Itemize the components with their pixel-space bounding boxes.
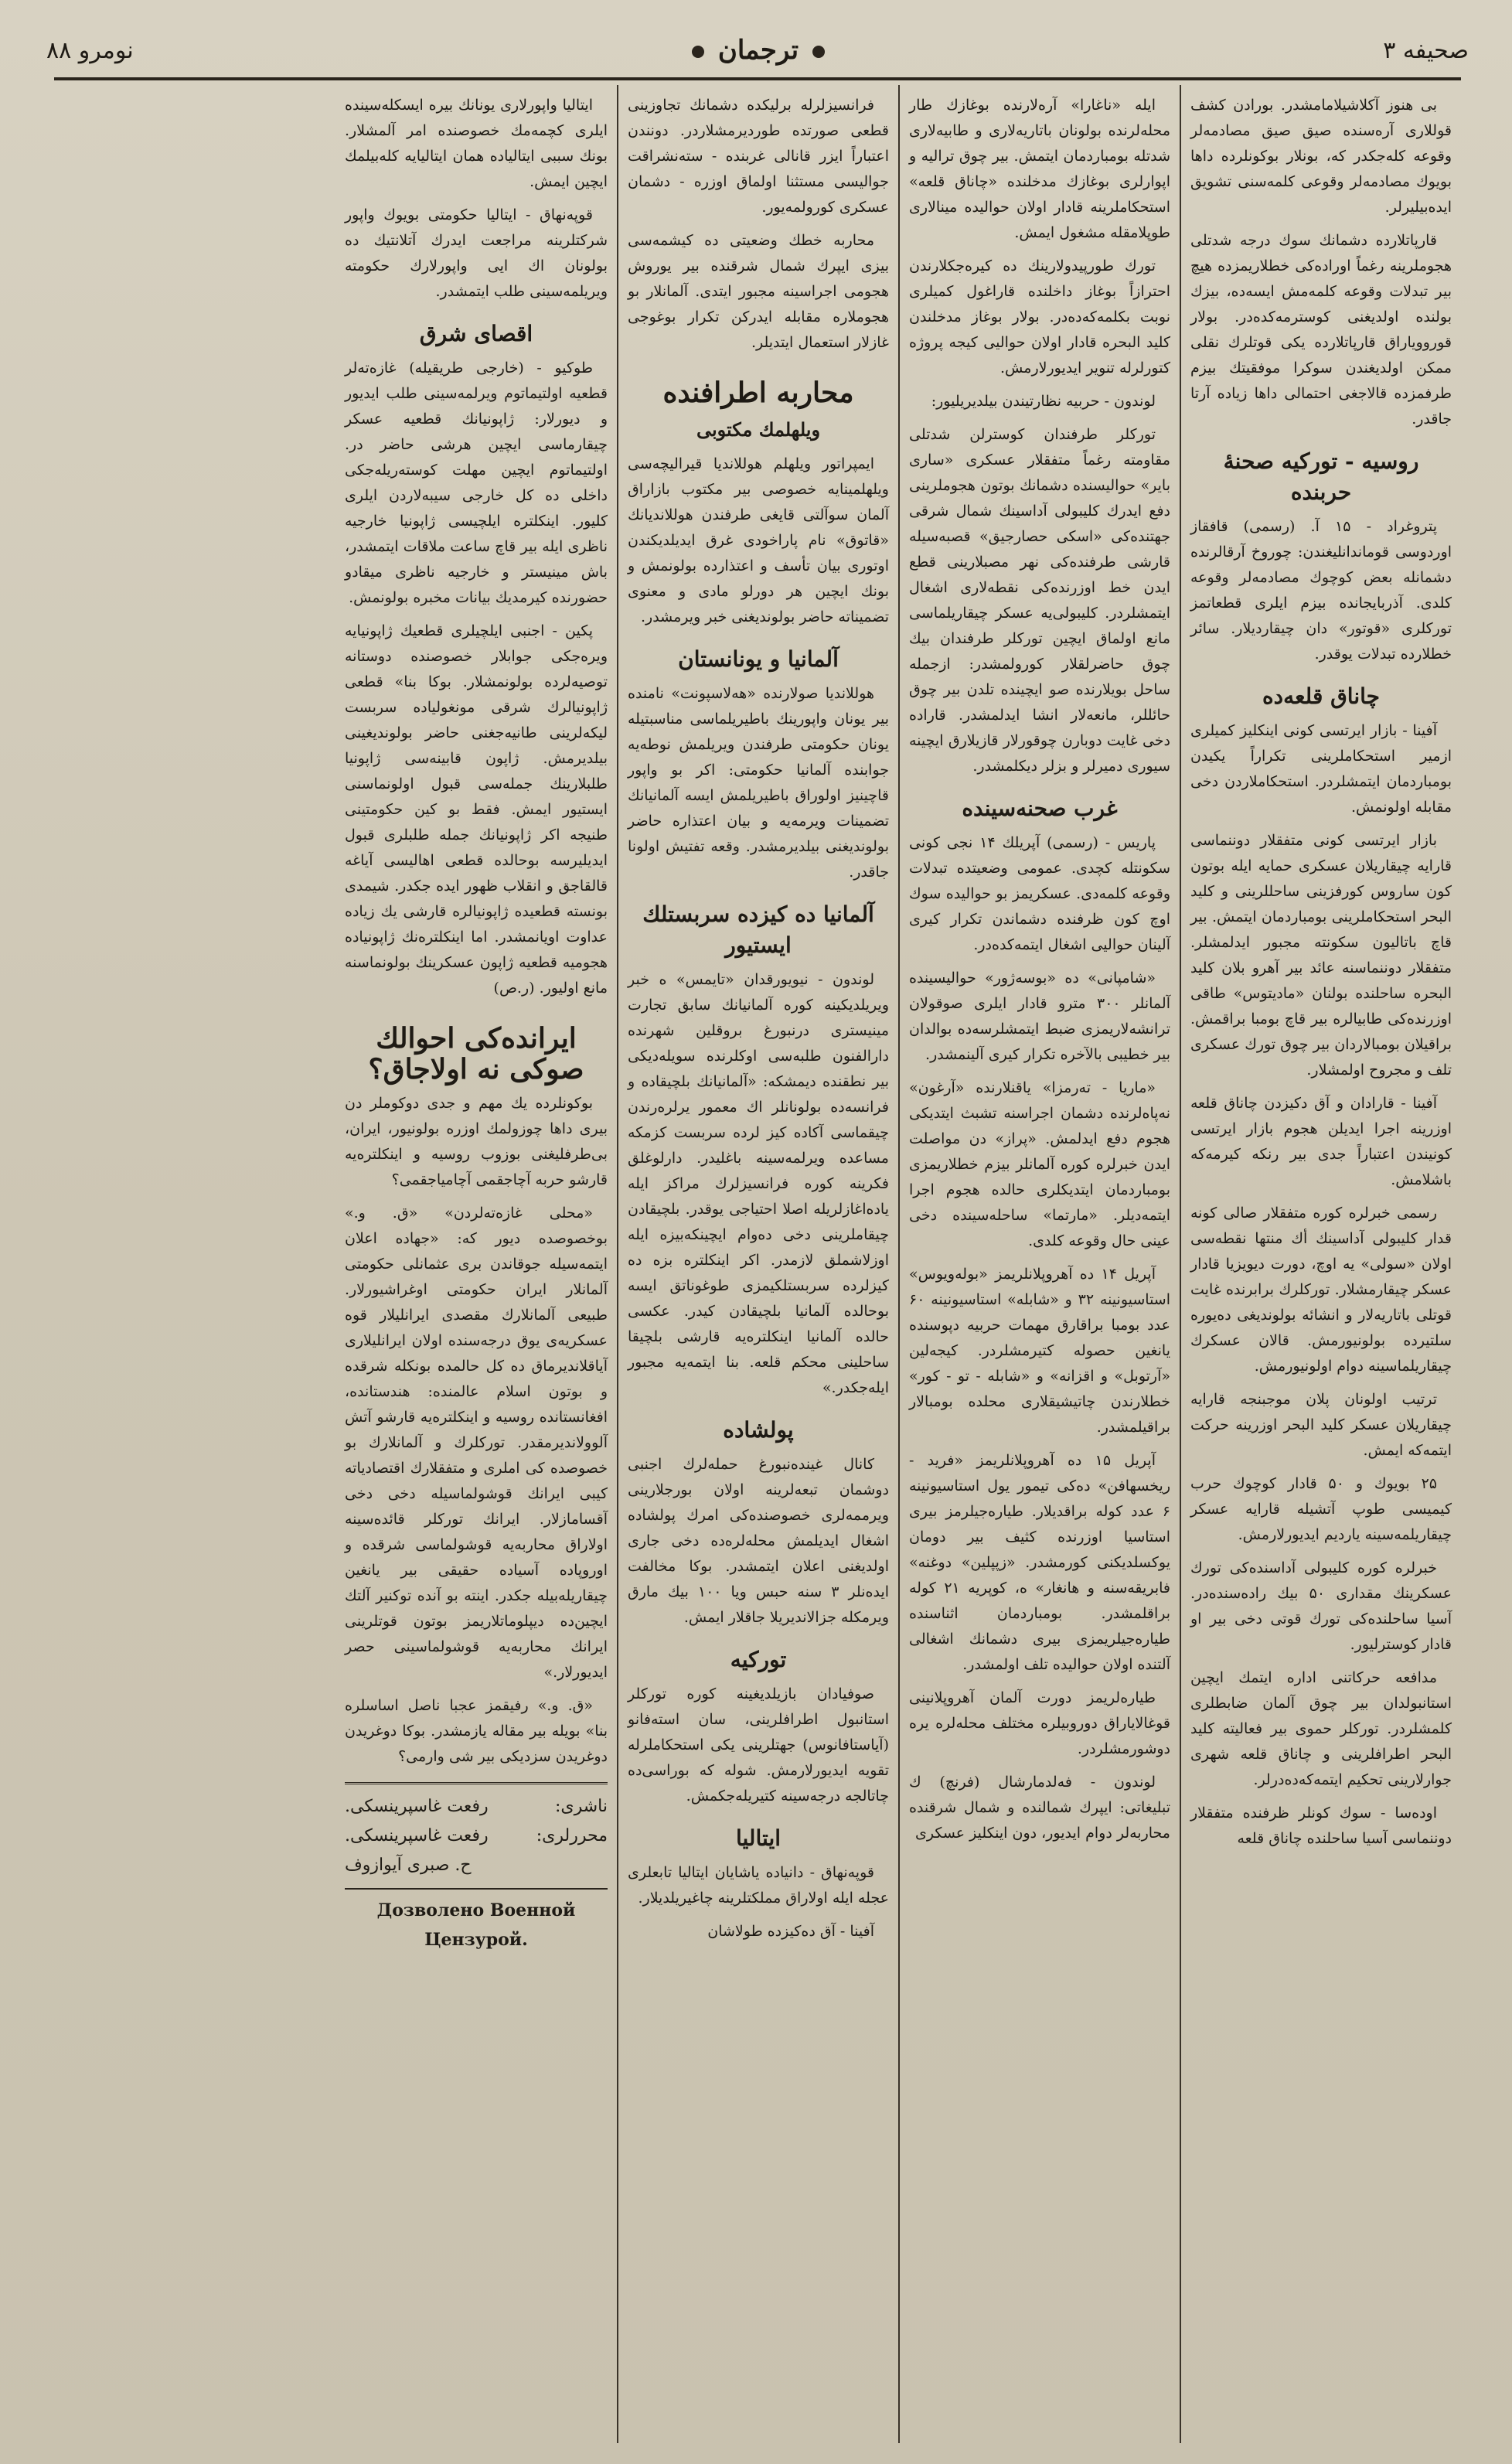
article-paragraph: ترتیب اولونان پلان موجبنجه قارایه چیقاریلان عسکر کلید البحر اوزرینه حرکت ایتمه‌که ایمش. — [1190, 1391, 1452, 1459]
columns — [54, 85, 1461, 2443]
article-paragraph: طیاره‌لریمز دورت آلمان آهروپلانینی قوغالایاراق دوروبیلره مختلف محله‌لره یره دوشورمشلردر. — [909, 1689, 1170, 1757]
article-paragraph: بی هنوز آکلاشیلامامشدر. بورادن کشف قوللاری آره‌سنده صیق صیق مصادمه‌لر وقوعه کله‌جکدر که، بونلار بوکونلرده داها بویوك مصادمه‌لر وقوعی کلمه‌سنی تشویق ایده‌بیلیرلر. — [1190, 97, 1452, 216]
section-heading: آلمانیا ده کیزده سربستلك ایستیور — [642, 901, 874, 958]
section-heading: غرب صحنه‌سینده — [962, 796, 1118, 821]
imprint-box — [345, 1782, 608, 1955]
editor-2: ح. صبری آیوازوف — [345, 1856, 472, 1875]
masthead-rule — [54, 77, 1461, 80]
article-paragraph: آپریل ۱۵ ده آهروپلانلریمز «فرید - ریخسهافن» ده‌کی تیمور یول استاسیونینه ۶ عدد کوله براقدیلار. طیاره‌جیلرمز بیری استاسیا اوزرنده کثیف بیر دومان یوکسلدیکنی کورمشدر. «زپپلین» دوغنه» فابریقه‌سنه و هانغار» ه، کوپریه ۲۱ کوله براقلمشدر. بومباردمان اثناسنده طیاره‌جیلریمزی بیری دشمانك اشغالی آلتنده اولان حوالیده تلف اولمشدر. — [909, 1452, 1170, 1673]
article-paragraph: محاربه خطك وضعیتی ده کیشمه‌سی بیزی ایپرك شمال شرقنده بیر یوروش هجومی اجراسینه مجبور ایتدی. آلمانلار بو هجوملاره مقابله ایدرکن تکرار بوغوجی غازلار استعمال ایتدیلر. — [628, 232, 889, 351]
article-paragraph: «محلی غازه‌ته‌لردن» «ق. و.» بوخصوصده دیور که: «جهاده اعلان ایتمه‌سیله جوقاندن بری عثمانلی حکومتی آلمانلار ایران حکومتی اوغراشیورلار. طبیعی آلمانلارك مقصدی ایرانلیلار قوه عسکریه‌ی یوق درجه‌سنده اولان ایرانلیلاری آیاقلاندیرماق ده کل حالمده بونکله شرقده و بوتون اسلام عالمنده: هندستانده، افغانستانده روسیه و اینکلتره‌یه قارشو آتش آلوولاندیرمقدر. تورکلرك و آلمانلارك بو خصوصده کی املری و متفقلارك اقتصادیاته کیبی ایرانك قوشولماسیله دخی دخی آقسامازلار. ایرانك تورکلر قائده‌سینه اولاراق محاربه‌یه قوشولماسی شرقده و اوروپاده آسیاده حقیقی بیر یانغین چیقاریله‌بیله جکدر. اینته بو آنده توکنیر آلتك ایچین‌ده دیپلوماتلاریمز بوتون قوتلرینی ایرانك محاربه‌یه قوشولماسینی حصر ایدیورلار.» — [345, 1205, 608, 1681]
article-paragraph: تورك طورپیدولارینك ده کیره‌جکلارندن احترازاً بوغاز داخلنده قاراغول کمیلری نوبت بکلمه‌که‌ده‌در. بولار بوغاز مدخلندن کلید البحره قادار اولان حوالیی کیجه پروژه کتورلرله تنویر ایدیورلارمش. — [909, 257, 1170, 377]
censor-note: Дозволено Военной Цензурой. — [345, 1888, 608, 1955]
article-paragraph: «ماریا - ته‌رمزا» یاقنلارنده «آرغون» نه‌پاه‌لرنده دشمان اجراسنه تشبث ایتدیکی هجوم دفع ایدلمش. «پراز» دن مواصلت ایدن خبرلره کوره آلمانلر بیزم خطلاریمزی بومباردمان ایتدیکلری حالده هجوم اجرا ایتمه‌دیلر. «مارتما» ساحله‌سینده دخی عینی حال وقوعه کلدی. — [909, 1079, 1170, 1249]
ornament-icon — [692, 46, 704, 58]
section-heading: چاناق قلعه‌ده — [1262, 683, 1380, 709]
column-1 — [1180, 85, 1461, 2443]
article-paragraph: ایله «ناغارا» آره‌لارنده بوغازك طار محله‌لرنده بولونان باتاریه‌لاری و طابیه‌لاری شدتله بومباردمان ایتمش. بیر چوق ترالیه و اپوارلری بوغازك مدخلنده «چاناق قلعه» استحکاملرینه قادار اولان حوالیده مینالاری طوپلامقله مشغول ایمش. — [909, 97, 1170, 241]
article-paragraph: ۲۵ بویوك و ۵۰ قادار کوچوك حرب کیمیسی طوپ آتشیله قارایه عسکر چیقاریلمه‌سینه یاردیم ایدیورلارمش. — [1190, 1475, 1452, 1543]
editors-row — [345, 1822, 608, 1851]
column-4 — [335, 85, 617, 2443]
article-paragraph: مدافعه حرکاتنی اداره ایتمك ایچین استانبولدان بیر چوق آلمان ضابطلری کلمشلردر. تورکلر حموی بیر فعالیته کلید البحر اطرافلرینی و چاناق قلعه شهری جوارلارینی تحکیم ایتمه‌که‌ده‌درلر. — [1190, 1669, 1452, 1788]
section-heading: ایتالیا — [735, 1825, 782, 1851]
article-paragraph: قارپاتلارده دشمانك سوك درجه شدتلی هجوملرینه رغماً اوراده‌کی خطلاریمزده هیچ بیر تبدلات وقوعه کلمه‌مش ایسه‌ده، بیزك بولنده اولدیغنی کوسترمه‌کده‌در. بولار قوروویاراق قارپاتلارده یکی قوتلرك نقلی ممکن اولدیغندن سوکرا موفقیتك بیزم طرفمزده قالاجغی احتمالی داها زیاده آرتا جاقدر. — [1190, 232, 1452, 428]
article-paragraph: قوپه‌نهاق - دانیاده یاشایان ایتالیا تابعلری عجله ایله اولاراق مملکتلرینه چاغیریلدیلار. — [628, 1864, 889, 1907]
article-paragraph: اوده‌سا - سوك کونلر ظرفنده متفقلار دوننماسی آسیا ساحلنده چاناق قلعه — [1190, 1805, 1452, 1847]
article-paragraph: آپریل ۱۴ ده آهروپلانلریمز «بوله‌ویوس» استاسیونینه ۳۲ و «شابله» استاسیونینه ۶۰ عدد بومبا براقارق مهمات حربیه دپوسنده یانغین حصوله کتیرمشلردر. کیجه‌لین «آرتوبل» و اقزانه» و «شابله - تو - کور» خطلارندن چاتیشیقلاری محلده بومبالار براقیلمشدر. — [909, 1266, 1171, 1436]
section-heading: روسیه - تورکیه صحنهٔ حربنده — [1223, 448, 1419, 505]
article-paragraph: کانال غینده‌نبورغ حملەلرك اجنبی دوشمان تبعه‌لرینه اولان بورجلارینی ویرممه‌لری خصوصنده‌کی امرك پولشاده اشغال ایدیلمش محله‌لره‌ده دخی جاری اولدیغنی اعلان ایتمشدر. بوکا مخالفت ایده‌نلر ۳ سنه حبس ویا ۱۰۰ بیك مارق ویرمکله جزالاندیریلا جاقلار ایمش. — [628, 1456, 890, 1626]
article-paragraph: تورکلر طرفندان کوسترلن شدتلی مقاومته رغماً متفقلار عسکری «ساری بایر» حوالیسنده دشمانك بوتون هجوملرینی دفع ایدرك کلیبولی آداسینك شمال شرقی جهتنده‌کی «اسکی حصارجیق» قصبه‌سیله قارشی طرفنده‌کی نهر مصبلارینی قطع ایدن خط اوزرنده‌کی نقطه‌لاری اشغال ایتمشلردر. کلیبولی‌یه عسکر چیقاریلماسی مانع اولماق ایچین تورکلر طرفندان بیك چوق حاضرلقلار کورولمشدر: ازجمله ساحل بویلارنده صو ایچینده تلدن بیر چوق حائللر، مانعه‌لار انشا ایدلمشدر. قاراده دخی غایت دوبارن چوقورلار قازیلارق ایچینه سیوری دمیرلر و بزلر دیکلمشدر. — [909, 426, 1170, 775]
article-paragraph: آفینا - قارادان و آق دکیزدن چاناق قلعه اوزرینه اجرا ایدیلن هجوم بازار ایرتسی کونیندن اعتباراً جدی بیر رنکه کیرمه‌که باشلامش. — [1190, 1095, 1452, 1188]
article-paragraph: «ق. و.» رفیقمز عجبا ناصل اساسلره بنا» بویله بیر مقاله یازمشدر. بوکا دوغریدن دوغریدن سزدیکی بیر شی وارمی؟ — [345, 1697, 608, 1765]
masthead — [46, 23, 1469, 77]
article-paragraph: پکین - اجنبی ایلچیلری قطعیك ژاپونیایه ویره‌جکی جوابلار خصوصنده دوستانه توصیه‌لرده بولونمشلار. بوکا بنا» قطعی ژاپونیالرك شرقی مونغولیاده سربست لیکه‌لرینی طانیه‌جغنی حاضر بولوندیغینی بیلدیرمش. ژاپون قابینه‌سی ژاپونیا طلبلارینك جمله‌سی قبول اولونماسنی ایستیور ایمش. فقط بو کین حکومتینی طنیجه اکر ژاپونیانك جمله طلبلری قبول ایدیلیرسه بوحالده قطعی اهالیسی آیاغه قالقاجق و انقلاب ظهور ایده جکدر. شیمدی بونسته قطعیده ژاپونیالره قارشی یك زیاده عداوت اویانمشدر. اما اینکلتره‌نك ژاپونیاده هجومیه قطعیه ژاپون عسکرینك بولونماسنه مانع اولیور. (ر.ص) — [345, 622, 608, 997]
editors-row-2 — [345, 1851, 608, 1880]
section-heading: محاربه اطرافنده — [662, 377, 854, 409]
article-paragraph: بازار ایرتسی کونی متفقلار دوننماسی قارایه چیقاریلان عسکری حمایه ایله بوتون کون ساروس کورفزینی ساحللرینی و کلید البحر استحکاملرینی بومباردمان ایتمش. بیر قاچ باتالیون سکونته مجبور ایدلمشلر. متفقلار دوننماسنه عائد بیر آهرو بلان کلید البحره ساحلنده بولنان «مادیتوس» طاقی اوزرنده‌کی طابیالره بیر قاچ بومبا براقمش. براقیلان بومبالاردان بیر چوق تورك عسکری تلف و مجروح اولمشلار. — [1190, 832, 1452, 1079]
editor-1: رفعت غاسپرینسکی. — [345, 1826, 489, 1845]
article-paragraph: ایمپراتور ویلهلم هوللاندیا قیرالیچه‌سی ویلهلمینایه خصوصی بیر مکتوب بازاراق آلمان سوآلتی قایغی طرفندن هوللاندیانك «قاتوق» نام پاراخودی غرق ایدیلدیکندن اوتوری بیان تأسف و اعتذارده بولونمش و بونك ایچین هر دورلو مادی و معنوی تضمیناته حاضر بولوندیغنی خبر ویرمشدر. — [628, 455, 889, 625]
publisher-label: ناشری: — [554, 1797, 608, 1816]
article-paragraph: قوپه‌نهاق - ایتالیا حکومتی بویوك واپور شرکتلرینه مراجعت ایدرك آتلانتیك ده بولونان اك ایی واپورلارك حکومته ویریلمه‌سینی طلب ایتمشدر. — [345, 206, 608, 300]
article-paragraph: آفینا - آق ده‌کیزده طولاشان — [707, 1923, 874, 1940]
article-paragraph: رسمی خبرلره کوره متفقلار صالی کونه قدار کلیبولی آداسینك أك منتها نقطه‌سی اولان «سولی» یه اوچ، دورت دیویزیا قادار عسکر چیقارمشلار. تورکلرك برابرنده غایت قوتلی باتاریه‌لار و انشائه بولوندیغی ده‌یوره سلتیرده بولونیورمش. قالان عسکرك چیقاریلماسینه دوام اولونیورمش. — [1190, 1205, 1452, 1375]
section-heading: پولشاده — [723, 1417, 794, 1443]
section-heading: اقصای شرق — [419, 321, 533, 346]
article-paragraph: بوکونلرده یك مهم و جدی دوکوملر دن بیری داها چوزولمك اوزره بولونیور، ایران، بی‌طرفلیغنی بوزوب روسیه و اینکلتره‌یه قارشو حربه آچاجقمی آچامیاجقمی؟ — [345, 1095, 608, 1188]
article-paragraph: ایتالیا واپورلاری یونانك بیره ایسکله‌سینده ایلری کچمه‌مك خصوصنده امر آلمشلار. بونك سببی ایتالیاده همان ایتالیایه کله‌بیلمك ایچین ایمش. — [345, 97, 608, 190]
article-paragraph: لوندون - حربیه نظارتیندن بیلدیریلیور: — [931, 393, 1156, 410]
issue-number-label: نومرو ۸۸ — [46, 36, 134, 64]
section-heading: ایرانده‌کی احوالك صوکی نه اولاجاق؟ — [368, 1022, 584, 1085]
section-heading: آلمانیا و یونانستان — [678, 646, 839, 672]
article-paragraph: هوللاندیا صولارنده «هه‌لاسپونت» نامنده بیر یونان واپورینك باطیریلماسی مناسبتیله یونان حکومتی طرفندن ویریلمش نوطه‌یه جوابنده آلمانیا حکومتی: اکر بو واپور قاچینیز اولوراق باطیریلمش ایسه آلمانیانك تضمینات ویرمه‌یه و بیان اعتذاره حاضر بولوندیغنی بیلدیرمشدر. وقعه تفتیش اولونا جاقدر. — [628, 685, 889, 881]
article-paragraph: لوندون - فه‌لدمارشال (فرنچ) ك تبلیغاتی: ایپرك شمالنده و شمال شرقنده محاربه‌لر دوام ایدیور، دون اینکلیز عسکری — [909, 1774, 1170, 1842]
publisher-name: رفعت غاسپرینسکی. — [345, 1797, 489, 1816]
article-paragraph: صوفیادان بازیلدیغینه کوره تورکلر استانبول اطرافلرینی، سان استه‌فانو (آیاستافانوس) جهتلرینی یکی استحکاملرله تقویه ایدیورلارمش. شوله که بوراسی‌ده چاتالجه درجه‌سینه کتیریله‌جکمش. — [628, 1685, 889, 1805]
editors-label: محررلری: — [536, 1826, 608, 1845]
article-paragraph: خبرلره کوره کلیبولی آداسنده‌کی تورك عسکرینك مقداری ۵۰ بیك راده‌سنده‌در. آسیا ساحلنده‌کی تورك قوتی دخی بیر او قادار کوسترلیور. — [1190, 1559, 1452, 1653]
article-paragraph: طوکیو - (خارجی طریقیله) غازه‌ته‌لر قطعیه اولتیماتوم ویرلمه‌سینی طلب ایدیور و دیورلار: ژاپونیانك قطعیه عسکر چیقارماسی ایچین هرشی حاضر در. اولتیماتوم ایچین مهلت کوسته‌ریله‌جکی داخلی ده کل خارجی سیبه‌لاردن ایلری کلیور. اینکلتره ایلچیسی ژاپونیا خارجیه ناظری ایله بیر قاچ ساعت ملاقات ایتمشدر، باش مینیستر و خارجیه ناظری میقادو حضورنده کیرمدیك بیانات مخبره بولونمش. — [345, 360, 608, 606]
section-heading: تورکیه — [730, 1647, 787, 1672]
newspaper-title — [687, 35, 829, 66]
article-paragraph: «شامپانی» ده «بوسه‌ژور» حوالیسینده آلمانلر ۳۰۰ مترو قادار ایلری صوقولان ترانشه‌لاریمزی ضبط ایتمشلرسه‌ده بوالدان بیر خطیبی بالآخره تکرار کیری آلینمشدر. — [909, 970, 1170, 1063]
column-2 — [898, 85, 1180, 2443]
column-3 — [617, 85, 898, 2443]
publisher-row — [345, 1792, 608, 1822]
ornament-icon — [812, 46, 825, 58]
article-paragraph: لوندون - نیویورقدان «تایمس» ه خبر ویریلدیکینه کوره آلمانیانك سابق تجارت مینیستری درنبورغ بروقلین شهرنده دارالفنون طلبه‌سی اوکلرنده سویله‌دیکی بیر نطقنده دیمشکه: «آلمانیانك بلچیقاده و فرانسه‌ده بولونانلر اك معمور یرلره‌رندن چیقماسی آکاده کیز لرده سربست کزمکه مساعده ویرلمه‌سینه باغلیدر. دارلوغلق فکرینه کوره فرانسیزلرك مراکز ایله یاده‌اغازلریله اصلا احتیاجی یوقدر. بلچیقادن چیقاملرینی دخی ده‌وام ایچینکه‌بیزه ایله اوزلاشملق لازمدر. اکر اینکلتره بزه ده کیزلرده سربستلکیمزی طوغوناتق ایسه بوحالده آلمانیا بلچیقادن کیدر. عکسی حالده آلمانیا اینکلتره‌یه قارشی بلچیقا ساحلینی محکم قلعه. بنا ایتمه‌یه مجبور ایله‌جکدر.» — [628, 971, 889, 1396]
section-heading: ویلهلمك مکتوبی — [696, 418, 821, 441]
page-number-label: صحیفه ۳ — [1383, 36, 1469, 64]
article-paragraph: پتروغراد - ۱۵ آ. (رسمی) قافقاز اوردوسی قوماندانلیغندن: چوروخ آرقالرنده دشمانله بعض کوچوك مصادمه‌لر وقوعه کلدی. آذربایجانده بیزم ایلری قطعاتمز تورکلری «قوتور» دان چیقاردیلار. سائر خطلارده تبدلات یوقدر. — [1190, 518, 1452, 663]
newspaper-title-text: ترجمان — [717, 35, 799, 66]
article-paragraph: فرانسیزلرله برلیکده دشمانك تجاوزینی قطعی صورتده طوردیرمشلاردر. دونندن اعتباراً ایزر قانالی غربنده - سته‌نشراقت جوالیسی مستثنا اولماق اوزره - دشمان عسکری کورولمه‌یور. — [628, 97, 889, 216]
article-paragraph: پاریس - (رسمی) آپریلك ۱۴ نجی کونی سکونتله کچدی. عمومی وضعیتده تبدلات وقوعه کلمه‌دی. عسکریمز بو حوالیده سوك اوچ کون ظرفنده دشماندن تکرار کیری آلینان حوالیی اشغال ایتمه‌کده‌در. — [909, 834, 1170, 953]
article-paragraph: آفینا - بازار ایرتسی کونی اینکلیز کمیلری ازمیر استحکاملرینی تکراراً یکیدن بومباردمان ایتمشلردر. استحکاملاردن دخی مقابله اولونمش. — [1190, 722, 1452, 816]
